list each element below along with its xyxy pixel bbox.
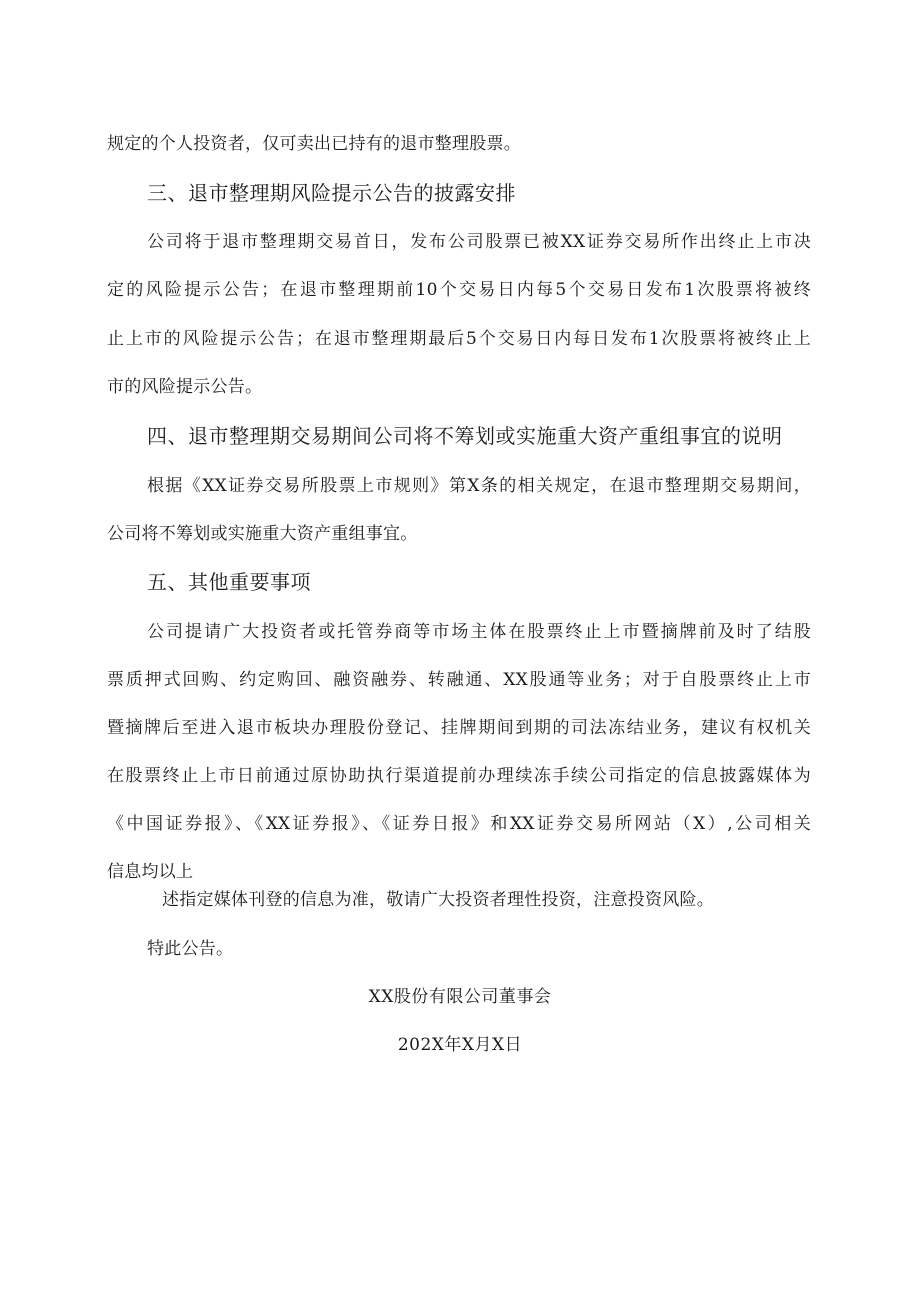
paragraph-line: 市的风险提示公告。 — [107, 377, 263, 397]
section-heading-4: 四、退市整理期交易期间公司将不筹划或实施重大资产重组事宜的说明 — [147, 424, 783, 448]
closing-line: 特此公告。 — [147, 939, 234, 959]
paragraph-line: 信息均以上 — [107, 862, 194, 882]
paragraph-line: 公司提请广大投资者或托管券商等市场主体在股票终止上市暨摘牌前及时了结股 — [147, 622, 811, 642]
paragraph-line: 规定的个人投资者，仅可卖出已持有的退市整理股票。 — [107, 134, 521, 154]
paragraph-line: 票质押式回购、约定购回、融资融券、转融通、XX股通等业务；对于自股票终止上市 — [107, 670, 811, 690]
date: 202X年X月X日 — [397, 1035, 523, 1055]
paragraph-line: 根据《XX证券交易所股票上市规则》第X条的相关规定，在退市整理期交易期间， — [147, 476, 811, 496]
section-heading-3: 三、退市整理期风险提示公告的披露安排 — [147, 181, 516, 205]
section-heading-5: 五、其他重要事项 — [147, 570, 311, 594]
signature: XX股份有限公司董事会 — [368, 987, 552, 1007]
paragraph-line: 定的风险提示公告；在退市整理期前10个交易日内每5个交易日发布1次股票将被终 — [107, 280, 811, 300]
paragraph-line: 公司将于退市整理期交易首日，发布公司股票已被XX证券交易所作出终止上市决 — [147, 232, 811, 252]
paragraph-line: 述指定媒体刊登的信息为准，敬请广大投资者理性投资，注意投资风险。 — [162, 890, 714, 910]
paragraph-line: 公司将不筹划或实施重大资产重组事宜。 — [107, 524, 418, 544]
paragraph-line: 止上市的风险提示公告；在退市整理期最后5个交易日内每日发布1次股票将被终止上 — [107, 329, 811, 349]
paragraph-line: 暨摘牌后至进入退市板块办理股份登记、挂牌期间到期的司法冻结业务，建议有权机关 — [107, 718, 811, 738]
paragraph-line: 在股票终止上市日前通过原协助执行渠道提前办理续冻手续公司指定的信息披露媒体为 — [107, 766, 811, 786]
paragraph-line: 《中国证券报》、《XX证券报》、《证券日报》和XX证券交易所网站（X）,公司相关 — [107, 814, 811, 834]
